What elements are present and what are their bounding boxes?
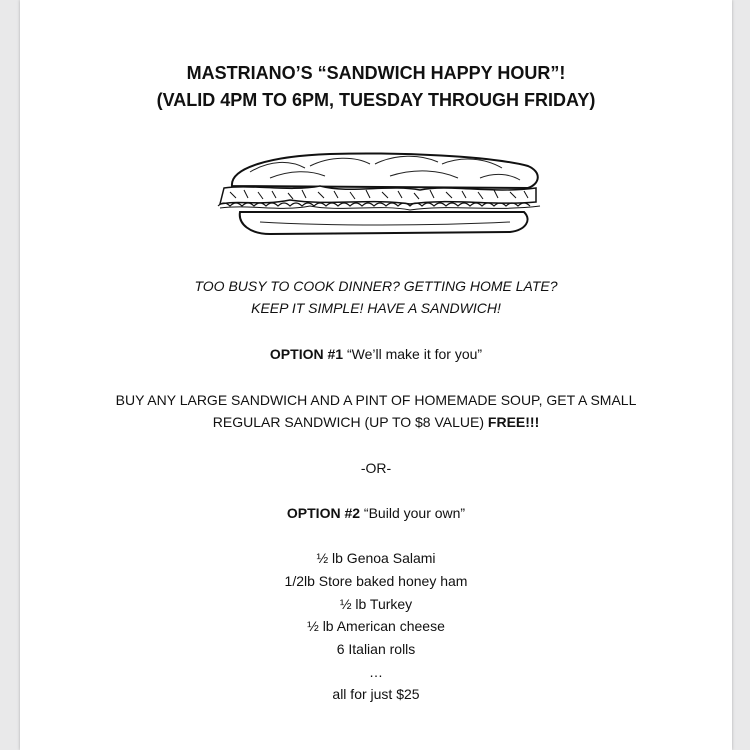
option-2-subtitle: “Build your own” xyxy=(360,505,466,521)
list-item: 6 Italian rolls xyxy=(336,641,416,657)
option-1-desc-text: REGULAR SANDWICH (UP TO $8 VALUE) xyxy=(212,414,488,430)
title-line-2: (VALID 4PM TO 6PM, TUESDAY THROUGH FRIDAY) xyxy=(156,90,596,110)
flyer-page xyxy=(20,0,732,750)
option-2-heading xyxy=(20,503,732,523)
price-line: all for just $25 xyxy=(332,686,420,702)
list-item: 1/2lb Store baked honey ham xyxy=(284,573,468,589)
option-1-desc-line-2 xyxy=(20,412,732,432)
option-2-label: OPTION #2 xyxy=(286,505,361,521)
sub-sandwich-illustration xyxy=(210,148,542,238)
list-item: … xyxy=(369,664,383,680)
list-item: ½ lb American cheese xyxy=(307,618,445,634)
or-separator: -OR- xyxy=(360,460,392,476)
free-label: FREE!!! xyxy=(487,414,540,430)
option-1-desc-line-1: BUY ANY LARGE SANDWICH AND A PINT OF HOMEMADE SOUP, GET A SMALL xyxy=(115,392,637,408)
list-item: ½ lb Genoa Salami xyxy=(316,550,436,566)
option-1-label: OPTION #1 xyxy=(269,346,344,362)
option-1-heading xyxy=(20,344,732,364)
tagline-line-2: KEEP IT SIMPLE! HAVE A SANDWICH! xyxy=(251,300,501,316)
tagline-line-1: TOO BUSY TO COOK DINNER? GETTING HOME LATE? xyxy=(194,278,558,294)
option-1-subtitle: “We’ll make it for you” xyxy=(343,346,483,362)
title-line-1: MASTRIANO’S “SANDWICH HAPPY HOUR”! xyxy=(186,63,566,83)
list-item: ½ lb Turkey xyxy=(339,596,413,612)
